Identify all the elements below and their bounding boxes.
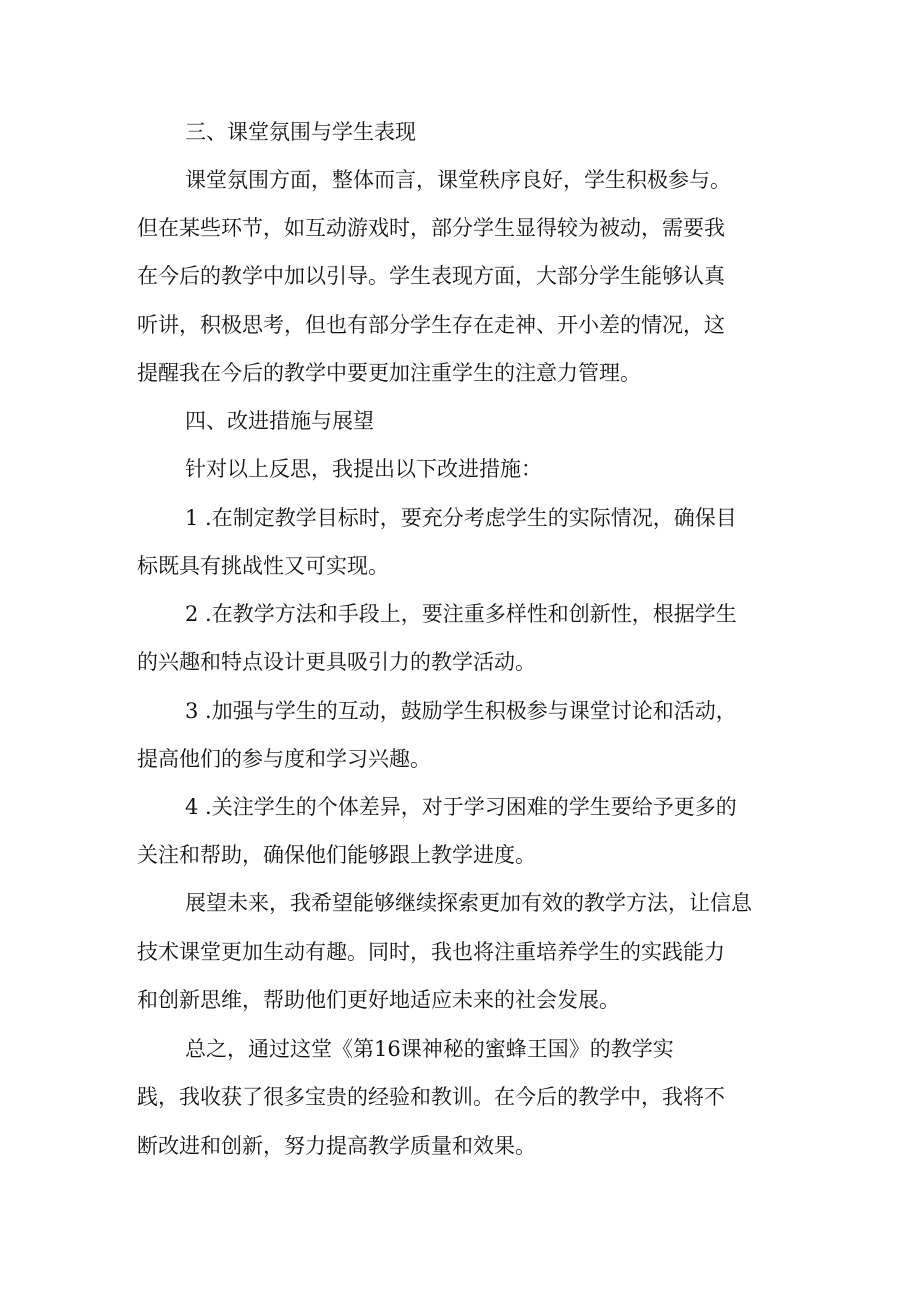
- paragraph-line: 践，我收获了很多宝贵的经验和教训。在今后的教学中，我将不: [137, 1085, 725, 1109]
- list-item-1-continued: 标既具有挑战性又可实现。: [137, 554, 389, 578]
- section-heading-4: 四、改进措施与展望: [185, 409, 374, 433]
- paragraph-line: 展望未来，我希望能够继续探索更加有效的教学方法，让信息: [185, 891, 752, 915]
- paragraph-line: 总之，通过这堂《第16课神秘的蜜蜂王国》的教学实: [185, 1037, 674, 1061]
- list-item-3: 3 .加强与学生的互动，鼓励学生积极参与课堂讨论和活动，: [185, 699, 737, 723]
- section-heading-3: 三、课堂氛围与学生表现: [185, 120, 416, 144]
- paragraph-line: 提醒我在今后的教学中要更加注重学生的注意力管理。: [137, 361, 641, 385]
- paragraph-line: 但在某些环节，如互动游戏时，部分学生显得较为被动，需要我: [137, 216, 725, 240]
- list-item-2-continued: 的兴趣和特点设计更具吸引力的教学活动。: [137, 650, 536, 674]
- paragraph-line: 听讲，积极思考，但也有部分学生存在走神、开小差的情况，这: [137, 313, 725, 337]
- paragraph-line: 断改进和创新，努力提高教学质量和效果。: [137, 1134, 536, 1158]
- list-item-1: 1 .在制定教学目标时，要充分考虑学生的实际情况，确保目: [185, 506, 737, 530]
- paragraph-line: 在今后的教学中加以引导。学生表现方面，大部分学生能够认真: [137, 264, 725, 288]
- list-item-4-continued: 关注和帮助，确保他们能够跟上教学进度。: [137, 843, 536, 867]
- list-item-2: 2 .在教学方法和手段上，要注重多样性和创新性，根据学生: [185, 602, 737, 626]
- paragraph-line: 和创新思维，帮助他们更好地适应未来的社会发展。: [137, 988, 620, 1012]
- list-item-4: 4 .关注学生的个体差异，对于学习困难的学生要给予更多的: [185, 795, 737, 819]
- list-item-3-continued: 提高他们的参与度和学习兴趣。: [137, 747, 431, 771]
- paragraph-line: 技术课堂更加生动有趣。同时，我也将注重培养学生的实践能力: [137, 940, 725, 964]
- paragraph-line: 针对以上反思，我提出以下改进措施：: [185, 457, 542, 481]
- paragraph-line: 课堂氛围方面，整体而言，课堂秩序良好，学生积极参与。: [185, 168, 731, 192]
